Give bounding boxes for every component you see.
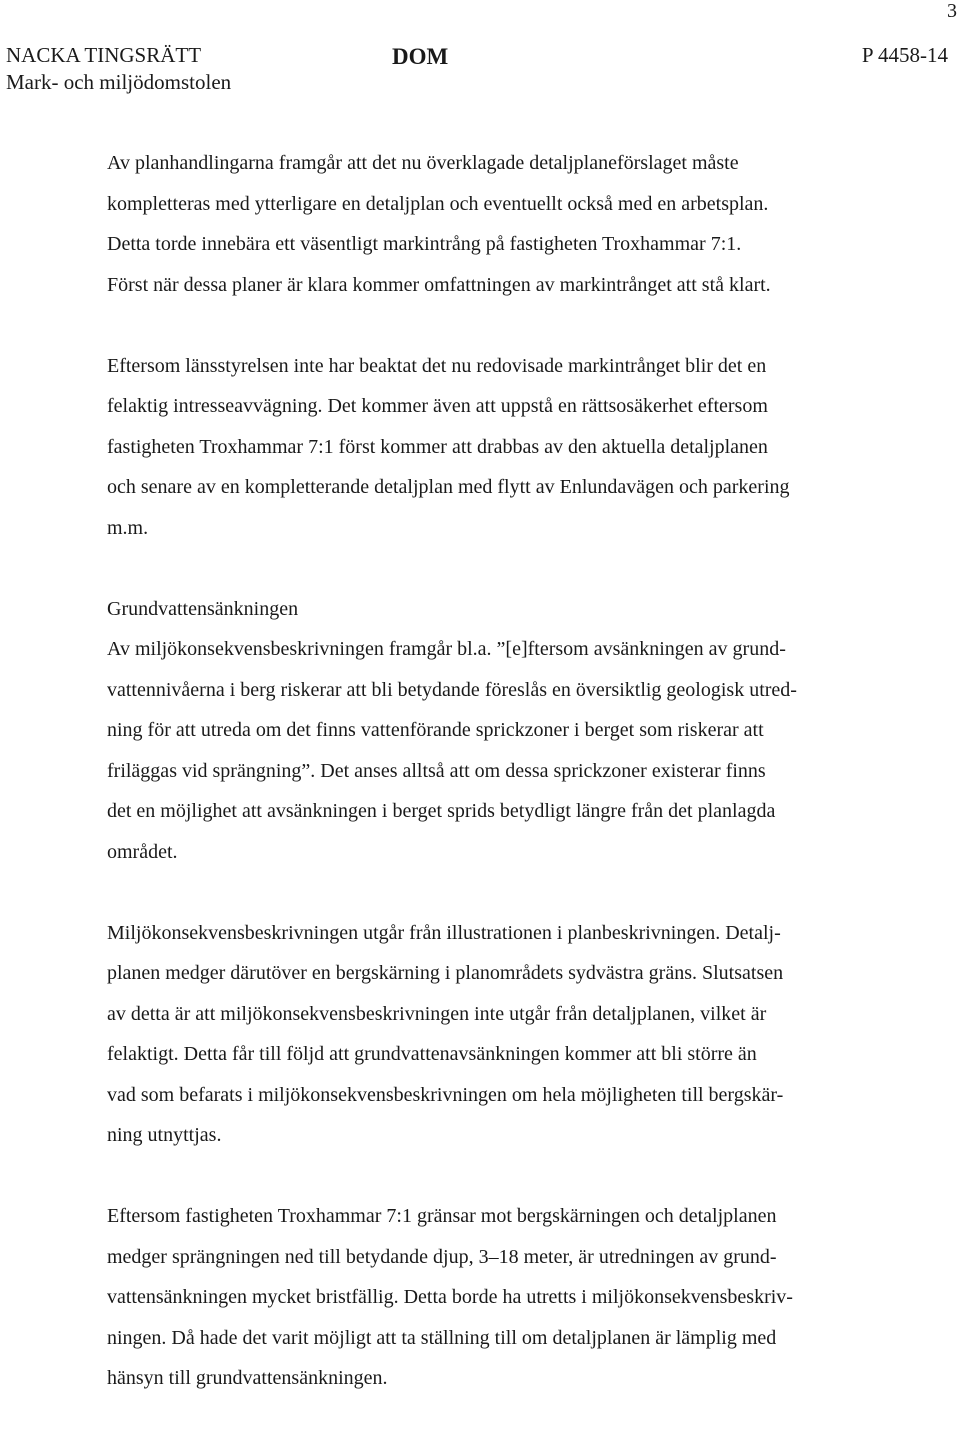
text-line: felaktigt. Detta får till följd att grundvattenavsänkningen kommer att bli större än — [107, 1043, 757, 1065]
text-line: det en möjlighet att avsänkningen i berget sprids betydligt längre från det planlagda — [107, 800, 776, 822]
text-line: planen medger därutöver en bergskärning i planområdets sydvästra gräns. Slutsatsen — [107, 962, 784, 984]
text-line: hänsyn till grundvattensänkningen. — [107, 1367, 388, 1389]
text-line: vattennivåerna i berg riskerar att bli betydande föreslås en översiktlig geologisk utred- — [107, 678, 797, 701]
paragraph-bergskarning — [107, 1196, 907, 1399]
text-line: vad som befarats i miljökonsekvensbeskrivningen om hela möjligheten till bergskär- — [107, 1083, 784, 1106]
court-division: Mark- och miljödomstolen — [6, 70, 232, 94]
text-line: m.m. — [107, 516, 149, 539]
text-line: ning utnyttjas. — [107, 1124, 222, 1146]
text-line: ning för att utreda om det finns vattenförande sprickzoner i berget som riskerar att — [107, 719, 764, 741]
text-line: felaktig intresseavvägning. Det kommer även att uppstå en rättsosäkerhet eftersom — [107, 395, 768, 417]
text-line: medger sprängningen ned till betydande djup, 3–18 meter, är utredningen av grund- — [107, 1245, 777, 1268]
text-line: fastigheten Troxhammar 7:1 först kommer att drabbas av den aktuella detaljplanen — [107, 435, 768, 458]
text-line: Detta torde innebära ett väsentligt markintrång på fastigheten Troxhammar 7:1. — [107, 233, 742, 255]
paragraph-markintrang — [107, 143, 907, 305]
text-line: området. — [107, 840, 178, 863]
paragraph-grundvattensankningen — [107, 589, 907, 873]
court-block — [6, 42, 231, 96]
paragraph-miljokonsekvens — [107, 913, 907, 1156]
text-line: ningen. Då hade det varit möjligt att ta ställning till om detaljplanen är lämplig med — [107, 1326, 777, 1349]
text-line: Av miljökonsekvensbeskrivningen framgår bl.a. ”[e]ftersom avsänkningen av grund- — [107, 638, 786, 660]
text-line: Först när dessa planer är klara kommer omfattningen av markintrånget att stå klart. — [107, 273, 771, 296]
document-body — [107, 143, 907, 1439]
page-number: 3 — [947, 0, 957, 22]
paragraph-intresseavvagning — [107, 346, 907, 549]
text-line: kompletteras med ytterligare en detaljplan och eventuellt också med en arbetsplan. — [107, 192, 769, 215]
text-line: Miljökonsekvensbeskrivningen utgår från illustrationen i planbeskrivningen. Detalj- — [107, 921, 781, 944]
text-line: Eftersom länsstyrelsen inte har beaktat det nu redovisade markintrånget blir det en — [107, 354, 767, 377]
text-line: friläggas vid sprängning”. Det anses alltså att om dessa sprickzoner existerar finns — [107, 759, 766, 782]
court-name: NACKA TINGSRÄTT — [6, 43, 202, 67]
text-line: Av planhandlingarna framgår att det nu överklagade detaljplaneförslaget måste — [107, 152, 739, 174]
text-line: vattensänkningen mycket bristfällig. Detta borde ha utretts i miljökonsekvensbeskriv- — [107, 1286, 793, 1308]
text-line: av detta är att miljökonsekvensbeskrivningen inte utgår från detaljplanen, vilket är — [107, 1002, 767, 1025]
text-line: och senare av en kompletterande detaljplan med flytt av Enlundavägen och parkering — [107, 476, 790, 498]
document-type: DOM — [392, 44, 449, 69]
section-heading: Grundvattensänkningen — [107, 597, 299, 620]
case-number: P 4458-14 — [861, 43, 948, 67]
text-line: Eftersom fastigheten Troxhammar 7:1 gränsar mot bergskärningen och detaljplanen — [107, 1205, 777, 1227]
